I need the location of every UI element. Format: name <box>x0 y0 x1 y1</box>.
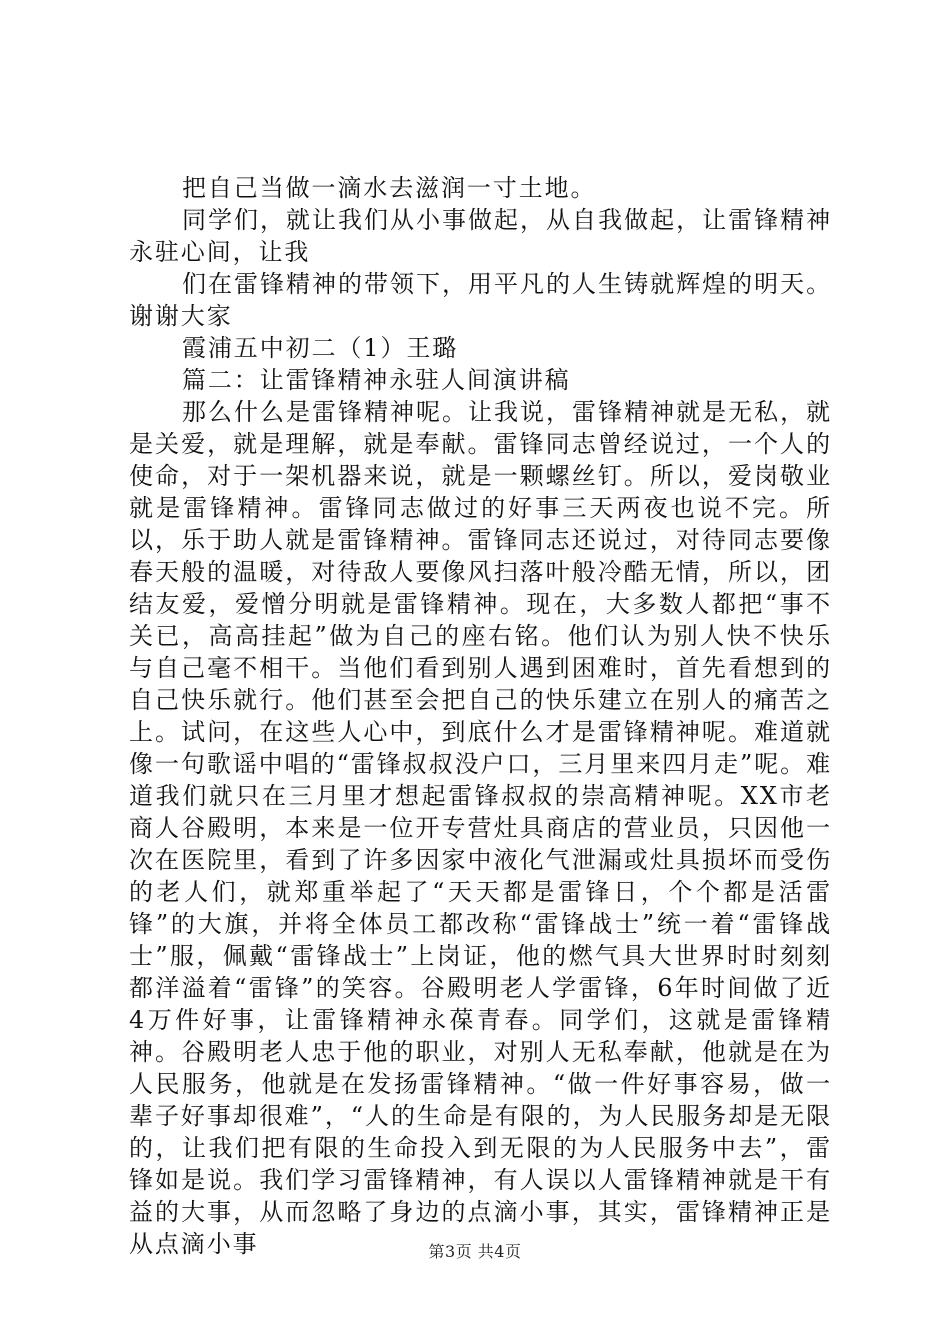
paragraph-call-to-action: 同学们，就让我们从小事做起，从自我做起，让雷锋精神永驻心间，让我 <box>129 206 832 266</box>
section-heading: 篇二：让雷锋精神永驻人间演讲稿 <box>182 366 571 394</box>
paragraph-thanks: 们在雷锋精神的带领下，用平凡的人生铸就辉煌的明天。谢谢大家 <box>129 270 832 330</box>
paragraph-main-speech: 那么什么是雷锋精神呢。让我说，雷锋精神就是无私，就是关爱，就是理解，就是奉献。雷锋同志曾经说过，一个人的使命，对于一架机器来说，就是一颗螺丝钉。所以，爱岗敬业就是雷锋精神。雷锋同志做过的好事三天两夜也说不完。所以，乐于助人就是雷锋精神。雷锋同志还说过，对待同志要像春天般的温暖，对待敌人要像风扫落叶般冷酷无情，所以，团结友爱，爱憎分明就是雷锋精神。现在，大多数人都把“事不关已，高高挂起”做为自己的座右铭。他们认为别人快不快乐与自己毫不相干。当他们看到别人遇到困难时，首先看想到的自己快乐就行。他们甚至会把自己的快乐建立在别人的痛苦之上。试问，在这些人心中，到底什么才是雷锋精神呢。难道就像一句歌谣中唱的“雷锋叔叔没户口，三月里来四月走”呢。难道我们就只在三月里才想起雷锋叔叔的崇高精神呢。XX市老商人谷殿明，本来是一位开专营灶具商店的营业员，只因他一次在医院里，看到了许多因家中液化气泄漏或灶具损坏而受伤的老人们，就郑重举起了“天天都是雷锋日，个个都是活雷锋”的大旗，并将全体员工都改称“雷锋战士”统一着“雷锋战士”服，佩戴“雷锋战士”上岗证，他的燃气具大世界时时刻刻都洋溢着“雷锋”的笑容。谷殿明老人学雷锋，6年时间做了近4万件好事，让雷锋精神永葆青春。同学们，这就是雷锋精神。谷殿明老人忠于他的职业，对别人无私奉献，他就是在为人民服务，他就是在发扬雷锋精神。“做一件好事容易，做一辈子好事却很难”，“人的生命是有限的，为人民服务却是无限的，让我们把有限的生命投入到无限的为人民服务中去”，雷锋如是说。我们学习雷锋精神，有人误以人雷锋精神就是干有益的大事，从而忽略了身边的点滴小事，其实，雷锋精神正是从点滴小事 <box>129 398 832 1258</box>
paragraph-closing-line: 把自己当做一滴水去滋润一寸土地。 <box>182 174 597 202</box>
author-line: 霞浦五中初二（1）王璐 <box>182 334 459 362</box>
document-body <box>129 172 832 1260</box>
page-number-footer: 第3页 共4页 <box>428 1242 522 1261</box>
